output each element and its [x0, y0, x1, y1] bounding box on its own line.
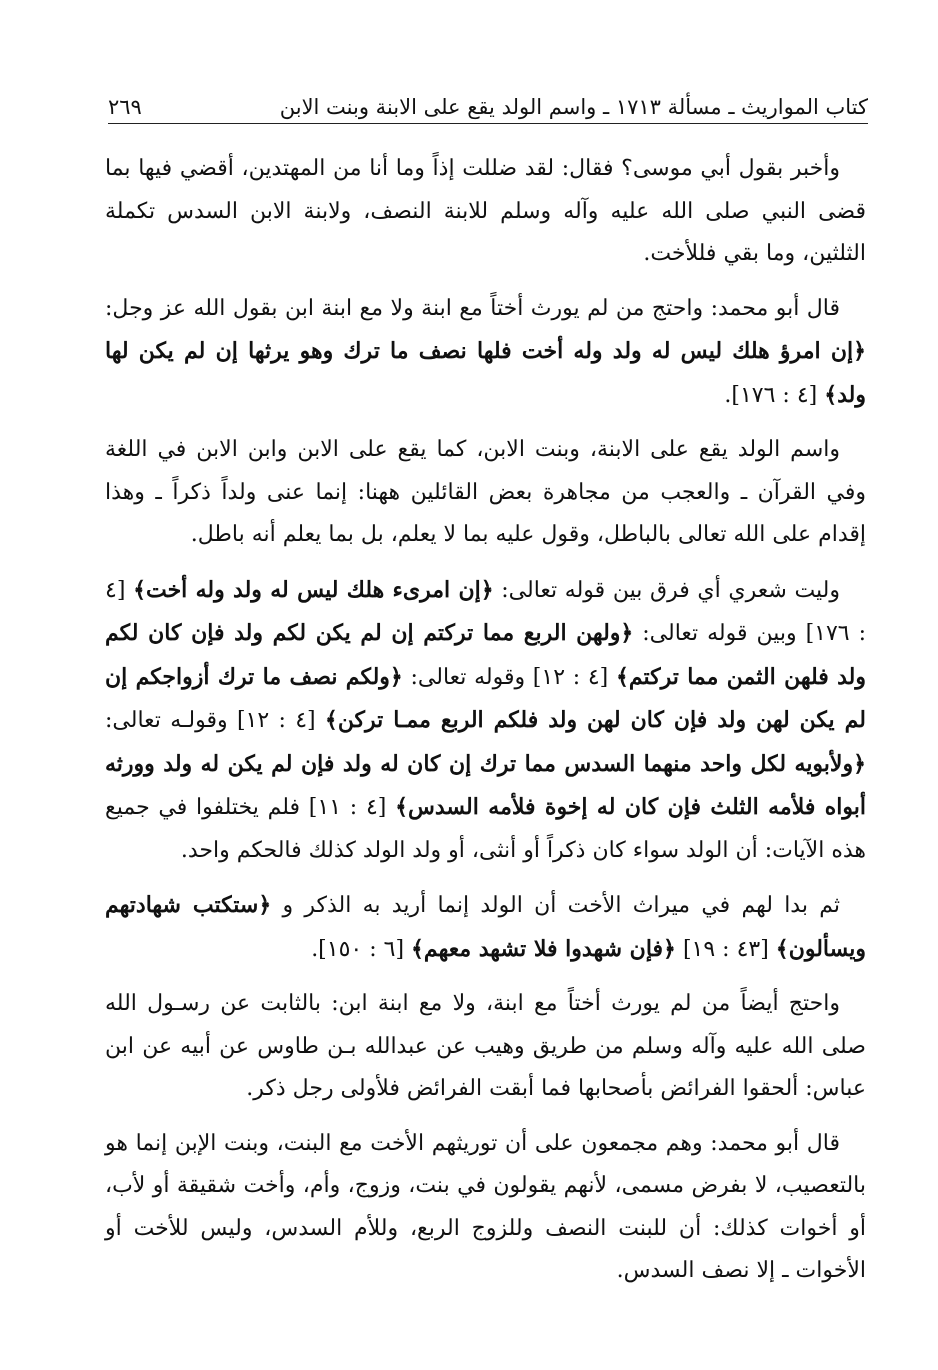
paragraph-text: قال أبو محمد: واحتج من لم يورث أختاً مع ابنة ولا مع ابنة ابن بقول الله عز وجل: — [105, 295, 840, 321]
paragraph-text: [٤ : ١٢] وقوله تعالى: — [402, 664, 616, 690]
running-header — [108, 78, 868, 124]
paragraph-4 — [105, 569, 866, 873]
paragraph-text: قال أبو محمد: وهم مجمعون على أن توريثهم الأخت مع البنت، وبنت الإبن إنما هو بالتعصيب، لا بفرض مسمى، لأنهم يقولون في بنت، وزوج، وأم، وأخت شقيقة أو لأب، أو أخوات كذلك: أن للبنت النصف وللزوج الربع، وللأم السدس، وليس للأخت أو الأخوات ـ إلا نصف السدس. — [105, 1130, 866, 1283]
paragraph-text: وأخبر بقول أبي موسى؟ فقال: لقد ضللت إذاً وما أنا من المهتدين، أقضي فيها بما قضى النبي صلى الله عليه وآله وسلم للابنة النصف، ولابنة الابن السدس تكملة الثلثين، وما بقي فللأخت. — [105, 156, 866, 266]
paragraph-2 — [105, 288, 866, 418]
verse-reference: [٦ : ١٥٠]. — [311, 936, 412, 962]
quran-quote: ﴿ولأبويه لكل واحد منهما السدس مما ترك إن كان له ولد فإن لم يكن له ولد وورثه أبواه فلأمه الثلث فإن كان له إخوة فلأمه السدس﴾ — [105, 750, 867, 820]
paragraph-text: [٤ : ١٢] وقولـه تعالى: — [105, 708, 325, 733]
verse-reference: [٤٣ : ١٩] — [675, 936, 776, 962]
quran-quote: ﴿إن امرىء هلك ليس له ولد وله أخت﴾ — [133, 576, 494, 603]
quran-quote: ﴿ولهن الربع مما تركتم إن لم يكن لكم ولد فإن كان لكم ولد فلهن الثمن مما تركتم﴾ — [105, 620, 866, 690]
paragraph-text: [٤ : ١١] فلم يختلفوا في جميع هذه الآيات: أن الولد سواء كان ذكراً أو أنثى، أو ولد الولد كذلك فالحكم واحد. — [105, 795, 866, 863]
paragraph-3 — [105, 429, 866, 557]
verse-reference: [٤ : ١٧٦]. — [724, 382, 825, 408]
quran-quote: ﴿إن امرؤ هلك ليس له ولد وله أخت فلها نصف ما ترك وهو يرثها إن لم يكن لها ولد﴾ — [105, 338, 866, 408]
quran-quote: ﴿ستكتب شهادتهم ويسألون﴾ — [105, 892, 866, 962]
page-number: ٢٦٩ — [108, 95, 142, 119]
paragraph-text: واحتج أيضاً من لم يورث أختاً مع ابنة، ولا مع ابنة ابن: بالثابت عن رسـول الله صلى الله عليه وآله وسلم من طريق وهيب عن عبدالله بـن طاوس عن أبيه عن ابن عباس: ألحقوا الفرائض بأصحابها فما أبقت الفرائض فلأولى رجل ذكر. — [105, 991, 866, 1101]
paragraph-text: وليت شعري أي فرق بين قوله تعالى: — [493, 577, 841, 603]
paragraph-1 — [105, 148, 866, 276]
paragraph-5 — [105, 884, 866, 971]
paragraph-6 — [105, 983, 866, 1111]
page-body — [105, 148, 866, 1305]
paragraph-text: ثم بدا لهم في ميراث الأخت أن الولد إنما أريد به الذكر و — [271, 893, 841, 918]
paragraph-text: واسم الولد يقع على الابنة، وبنت الابن، كما يقع على الابن وابن الابن في اللغة وفي القرآن ـ والعجب من مجاهرة بعض القائلين ههنا: إنما عنى ولداً ذكراً ـ وهذا إقدام على الله تعالى بالباطل، وقول عليه بما لا يعلم، بل بما يعلم أنه باطل. — [105, 437, 866, 547]
paragraph-7 — [105, 1123, 866, 1293]
paragraph-text: [٤ : ١٧٦] وبين قوله تعالى: — [105, 577, 866, 646]
running-title: كتاب المواريث ـ مسألة ١٧١٣ ـ واسم الولد يقع على الابنة وبنت الابن — [279, 95, 868, 119]
quran-quote: ﴿فإن شهدوا فلا تشهد معهم﴾ — [411, 935, 676, 962]
quran-quote: ﴿ولكم نصف ما ترك أزواجكم إن لم يكن لهن ولد فإن كان لهن ولد فلكم الربع ممـا تركن﴾ — [105, 663, 866, 733]
